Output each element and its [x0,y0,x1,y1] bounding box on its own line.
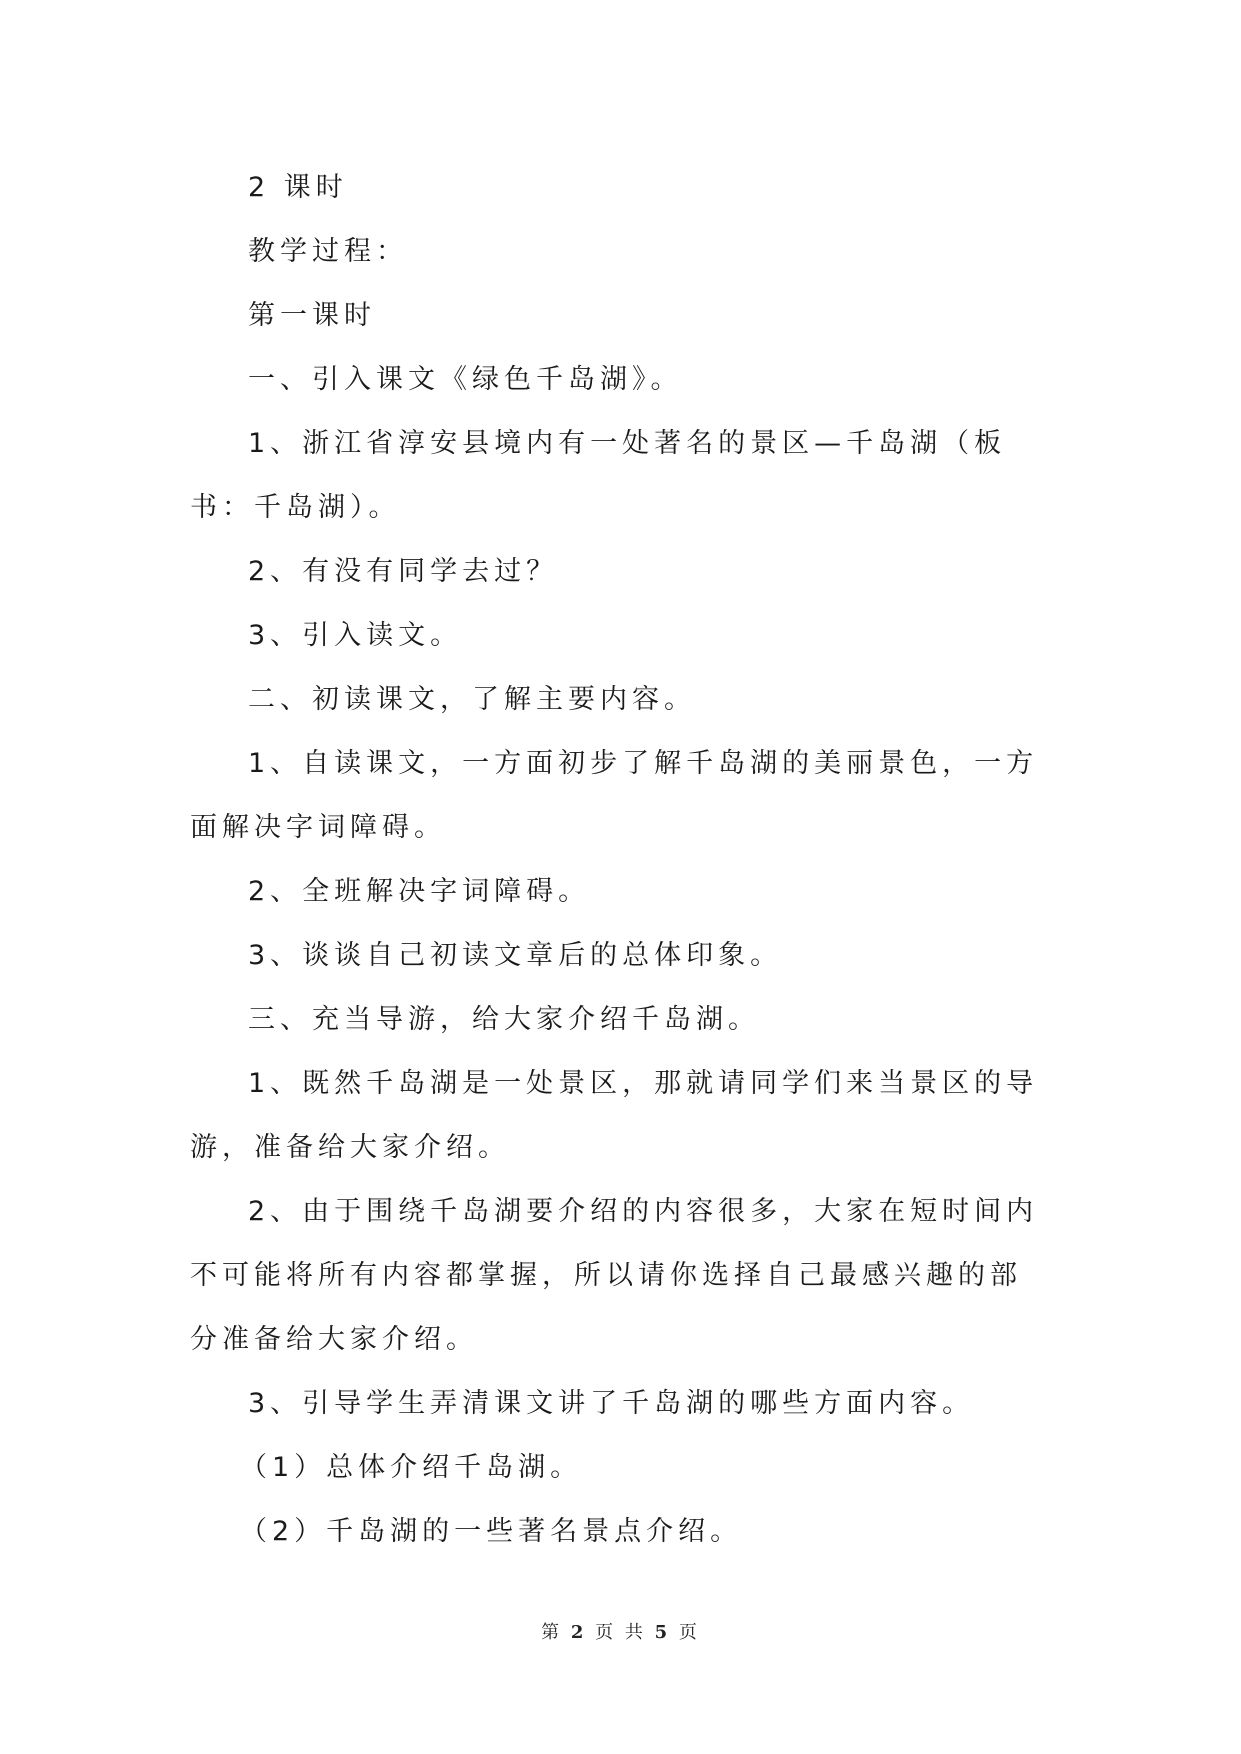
document-body [190,156,1050,1564]
page-footer [0,1618,1241,1644]
paragraph-item: 1、浙江省淳安县境内有一处著名的景区—千岛湖（板书：千岛湖）。 [190,428,1007,523]
paragraph-item: 2、全班解决字词障碍。 [248,876,591,907]
footer-middle: 页 共 [595,1622,646,1643]
footer-prefix: 第 [541,1622,563,1643]
paragraph-item: 1、既然千岛湖是一处景区，那就请同学们来当景区的导游，准备给大家介绍。 [190,1068,1039,1163]
paragraph-teaching-process: 教学过程： [248,236,408,267]
paragraph-item: 2、由于围绕千岛湖要介绍的内容很多，大家在短时间内不可能将所有内容都掌握，所以请你选择自己最感兴趣的部分准备给大家介绍。 [190,1196,1039,1355]
paragraph-item: 2、有没有同学去过？ [248,556,559,587]
section-heading-3: 三、充当导游，给大家介绍千岛湖。 [248,1004,760,1035]
paragraph-first-lesson: 第一课时 [248,300,376,331]
paragraph-lesson-hours: 2 课时 [248,172,348,203]
paragraph-item: 3、谈谈自己初读文章后的总体印象。 [248,940,783,971]
section-heading-2: 二、初读课文，了解主要内容。 [248,684,696,715]
footer-current-page: 2 [570,1622,587,1643]
paragraph-item: 1、自读课文，一方面初步了解千岛湖的美丽景色，一方面解决字词障碍。 [190,748,1039,843]
footer-total-pages: 5 [654,1622,671,1643]
footer-suffix: 页 [678,1622,700,1643]
paragraph-item: 3、引入读文。 [248,620,463,651]
section-heading-1: 一、引入课文《绿色千岛湖》。 [248,364,683,395]
paragraph-subitem: （1）总体介绍千岛湖。 [240,1452,583,1483]
paragraph-subitem: （2）千岛湖的一些著名景点介绍。 [240,1516,743,1547]
paragraph-item: 3、引导学生弄清课文讲了千岛湖的哪些方面内容。 [248,1388,975,1419]
